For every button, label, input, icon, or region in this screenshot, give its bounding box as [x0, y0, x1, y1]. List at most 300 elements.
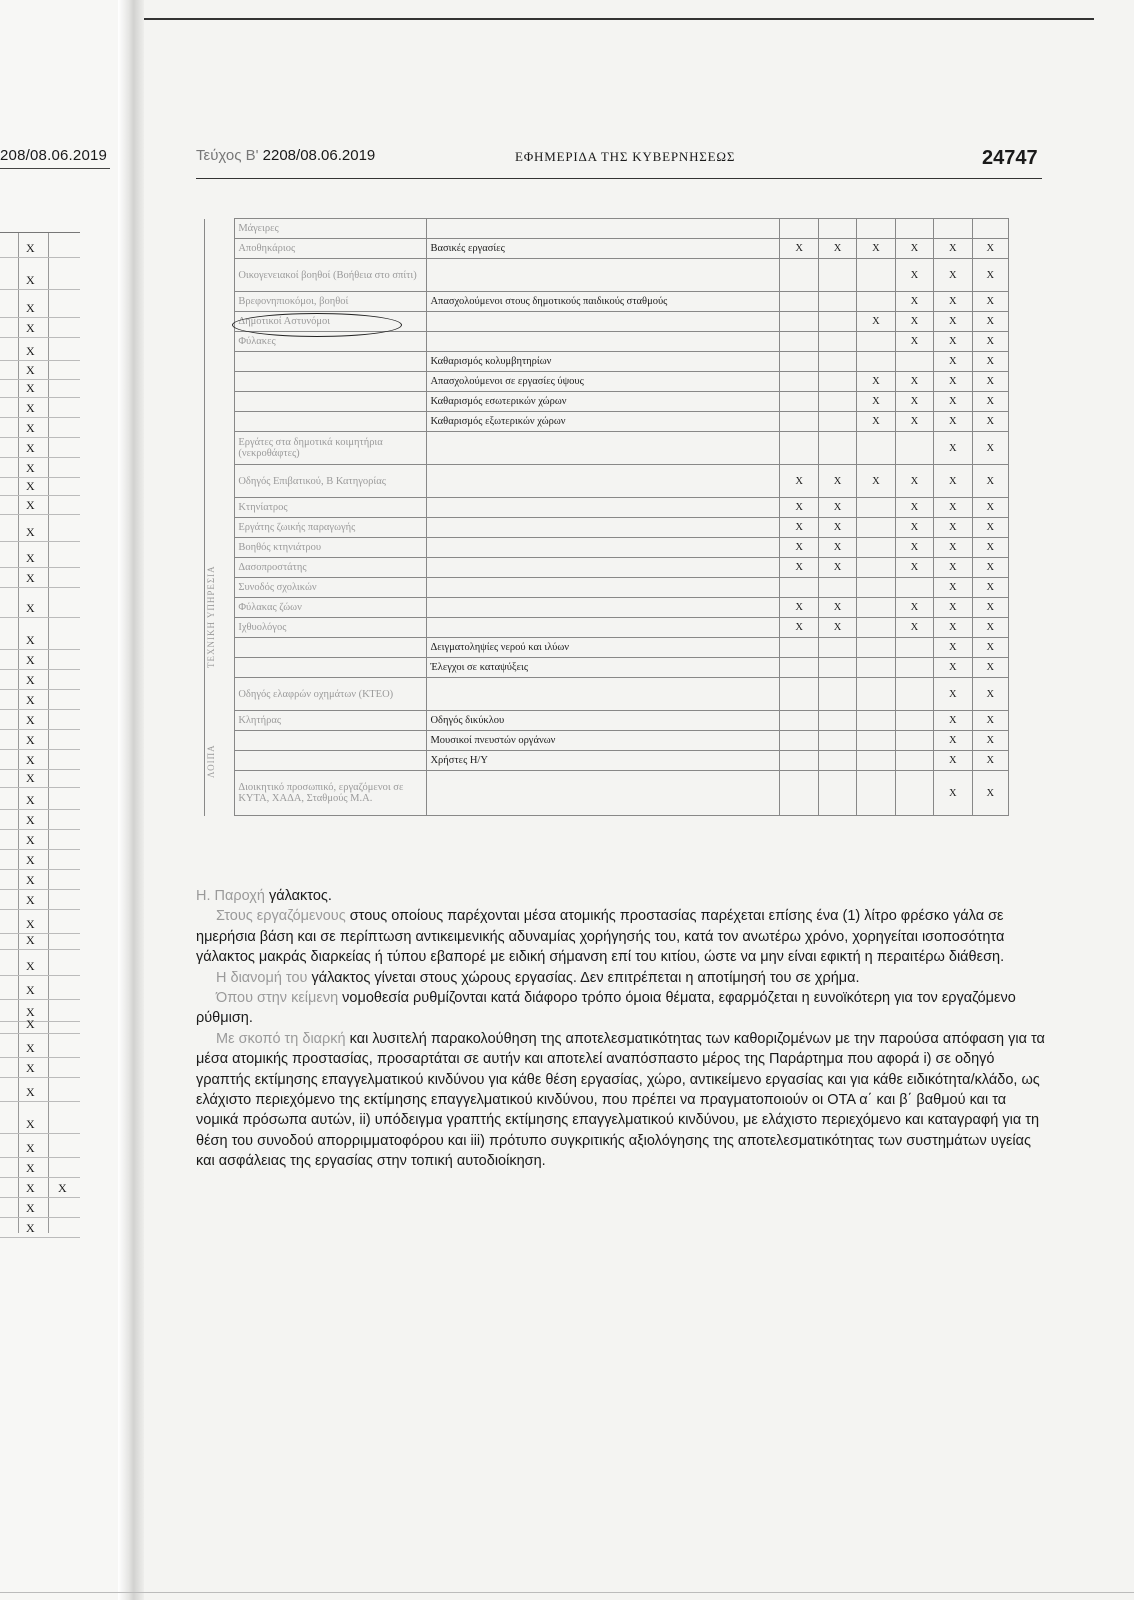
mark-cell: X: [818, 618, 856, 638]
mark-cell: X: [934, 392, 972, 412]
mark-cell: [895, 678, 933, 711]
task-cell: [427, 538, 780, 558]
issue-header: [196, 147, 375, 164]
task-cell: Έλεγχοι σε καταψύξεις: [427, 658, 780, 678]
previous-page-mark: X: [26, 933, 35, 947]
previous-page-mark: X: [26, 381, 35, 395]
previous-page-row-line: [0, 689, 80, 690]
mark-cell: [857, 259, 895, 292]
previous-page-row-line: [0, 457, 80, 458]
previous-page-row-line: [0, 317, 80, 318]
table-row: [205, 372, 1009, 392]
mark-cell: X: [972, 332, 1008, 352]
table-row: [205, 518, 1009, 538]
previous-page-mark: X: [26, 793, 35, 807]
previous-page-mark: X: [26, 321, 35, 335]
mark-cell: [895, 658, 933, 678]
mark-cell: X: [934, 711, 972, 731]
mark-cell: X: [818, 518, 856, 538]
previous-page-row-line: [0, 495, 80, 496]
previous-page-mark: X: [26, 301, 35, 315]
previous-page-mark: X: [26, 853, 35, 867]
mark-cell: X: [972, 771, 1008, 816]
category-cell: Αποθηκάριος: [235, 239, 427, 259]
mark-cell: X: [895, 465, 933, 498]
group-cell: [205, 312, 235, 332]
mark-cell: [780, 638, 818, 658]
mark-cell: X: [972, 312, 1008, 332]
mark-cell: X: [934, 751, 972, 771]
mark-cell: [780, 392, 818, 412]
mark-cell: X: [934, 658, 972, 678]
previous-page-mark: X: [26, 693, 35, 707]
previous-page-row-line: [0, 787, 80, 788]
previous-page-header-rule: [0, 168, 110, 169]
group-cell: [205, 412, 235, 432]
table-row: [205, 731, 1009, 751]
mark-cell: X: [934, 578, 972, 598]
mark-cell: X: [780, 239, 818, 259]
mark-cell: [857, 538, 895, 558]
mark-cell: X: [818, 598, 856, 618]
table-row: [205, 259, 1009, 292]
mark-cell: X: [895, 558, 933, 578]
issue-prefix: Τεύχος Β': [196, 147, 259, 164]
task-cell: Καθαρισμός κολυμβητηρίων: [427, 352, 780, 372]
previous-page-row-line: [0, 379, 80, 380]
previous-page-mark: X: [26, 1061, 35, 1075]
previous-page-row-line: [0, 587, 80, 588]
mark-cell: X: [780, 465, 818, 498]
mark-cell: [818, 259, 856, 292]
mark-cell: X: [818, 538, 856, 558]
mark-cell: X: [857, 412, 895, 432]
previous-page-mark: X: [26, 363, 35, 377]
previous-page-row-line: [0, 1021, 80, 1022]
mark-cell: X: [895, 372, 933, 392]
mark-cell: X: [972, 638, 1008, 658]
category-cell: Εργάτες στα δημοτικά κοιμητήρια (νεκροθάφτες): [235, 432, 427, 465]
mark-cell: [857, 558, 895, 578]
previous-page-mark: X: [26, 344, 35, 358]
mark-cell: [818, 352, 856, 372]
task-cell: Καθαρισμός εσωτερικών χώρων: [427, 392, 780, 412]
mark-cell: [857, 658, 895, 678]
table-row: [205, 711, 1009, 731]
previous-page-row-line: [0, 1237, 80, 1238]
mark-cell: X: [895, 292, 933, 312]
mark-cell: [857, 332, 895, 352]
previous-page-row-line: [0, 397, 80, 398]
previous-page-mark: X: [26, 959, 35, 973]
previous-page-mark: X: [26, 1117, 35, 1131]
mark-cell: [780, 711, 818, 731]
task-cell: [427, 259, 780, 292]
previous-page-mark: X: [26, 1181, 35, 1195]
table-row: [205, 578, 1009, 598]
category-cell: Κτηνίατρος: [235, 498, 427, 518]
previous-page-row-line: [0, 417, 80, 418]
mark-cell: X: [934, 259, 972, 292]
category-cell: Κλητήρας: [235, 711, 427, 731]
mark-cell: [780, 312, 818, 332]
mark-cell: [818, 412, 856, 432]
mark-cell: X: [857, 392, 895, 412]
mark-cell: X: [934, 498, 972, 518]
previous-page-mark: X: [26, 498, 35, 512]
previous-page-mark: X: [26, 241, 35, 255]
previous-page-row-line: [0, 437, 80, 438]
category-cell: Φύλακες: [235, 332, 427, 352]
previous-page-table: [0, 232, 80, 1233]
mark-cell: [895, 711, 933, 731]
previous-page-row-line: [0, 567, 80, 568]
previous-page-mark: X: [26, 673, 35, 687]
mark-cell: X: [972, 259, 1008, 292]
table-row: [205, 465, 1009, 498]
previous-page-mark: X: [26, 833, 35, 847]
equipment-table: [204, 218, 1009, 816]
mark-cell: [780, 219, 818, 239]
mark-cell: X: [972, 465, 1008, 498]
mark-cell: [818, 658, 856, 678]
table-row: [205, 219, 1009, 239]
mark-cell: [972, 219, 1008, 239]
previous-page-mark: X: [26, 1005, 35, 1019]
paragraph-1: Στους εργαζόμενους στους οποίους παρέχονται μέσα ατομικής προστασίας παρέχεται επίσης ένα (1) λίτρο φρέσκο γάλα σε ημερήσια βάση και σε περίπτωση αντικειμενικής αδυναμίας χορήγησής του, κατά τον ανωτέρω χρόνο, χορηγείται ισοποσότητα γάλακτος μακράς διαρκείας ή τύπου εβαπορέ με ειδική σήμανση επί του κιτίου, ώστε να μην είναι εφικτή η περαιτέρω διάθεση.: [196, 908, 1005, 966]
header-rule: [196, 178, 1042, 179]
table-row: [205, 558, 1009, 578]
mark-cell: X: [780, 618, 818, 638]
mark-cell: X: [857, 312, 895, 332]
group-cell: [205, 432, 235, 465]
mark-cell: X: [934, 352, 972, 372]
mark-cell: [857, 618, 895, 638]
task-cell: [427, 578, 780, 598]
mark-cell: X: [934, 412, 972, 432]
paragraph-4: Με σκοπό τη διαρκή και λυσιτελή παρακολούθηση της αποτελεσματικότητας των καθοριζομένων με την παρούσα απόφαση για τα μέσα ατομικής προστασίας, προσαρτάται σε αυτήν και αποτελεί αναπόσπαστο μέρος της Παράρτημα που αφορά i) σε οδηγό γραπτής εκτίμησης επαγγελματικού κινδύνου για κάθε θέση εργασίας, χώρο, αντικείμενο εργασίας και για κάθε ειδικότητα/κλάδο, ως ελάχιστο περιεχόμενο της εκτίμησης επαγγελματικού κινδύνου, που πρέπει να πραγματοποιούν οι ΟΤΑ α΄ και β΄ βαθμού και τα νομικά πρόσωπα αυτών, ii) υπόδειγμα γραπτής εκτίμησης επαγγελματικού κινδύνου, με ελάχιστο περιεχόμενο και καταγραφή για τη θέση του συνοδού απορριμματοφόρου και iii) πρότυπο συγκριτικής αξιολόγησης της αποτελεσματικότητας των συστημάτων υγείας και ασφάλειας της εργασίας στην τοπική αυτοδιοίκηση.: [196, 1030, 1045, 1170]
previous-page-row-line: [0, 257, 80, 258]
mark-cell: X: [895, 518, 933, 538]
previous-page-mark: X: [26, 983, 35, 997]
mark-cell: [895, 219, 933, 239]
table-row: [205, 598, 1009, 618]
previous-page-row-line: [0, 933, 80, 934]
previous-page-row-line: [0, 1133, 80, 1134]
previous-page-mark: X: [26, 917, 35, 931]
previous-page-header: 208/08.06.2019: [0, 147, 108, 164]
previous-page-mark: X: [26, 753, 35, 767]
table-row: [205, 638, 1009, 658]
previous-page-mark: X: [26, 813, 35, 827]
mark-cell: X: [895, 259, 933, 292]
table-row: [205, 678, 1009, 711]
mark-cell: X: [780, 598, 818, 618]
previous-page-row-line: [0, 1057, 80, 1058]
task-cell: [427, 598, 780, 618]
category-cell: Δασοπροστάτης: [235, 558, 427, 578]
task-cell: Καθαρισμός εξωτερικών χώρων: [427, 412, 780, 432]
mark-cell: X: [934, 771, 972, 816]
previous-page-mark-col2: X: [58, 1181, 67, 1195]
mark-cell: [895, 638, 933, 658]
mark-cell: X: [972, 292, 1008, 312]
previous-page-row-line: [0, 360, 80, 361]
mark-cell: X: [780, 498, 818, 518]
mark-cell: [818, 578, 856, 598]
handwritten-circle-annotation: [232, 313, 402, 337]
mark-cell: [818, 219, 856, 239]
category-cell: Φύλακας ζώων: [235, 598, 427, 618]
mark-cell: [857, 598, 895, 618]
task-cell: Χρήστες Η/Υ: [427, 751, 780, 771]
previous-page-row-line: [0, 514, 80, 515]
mark-cell: X: [895, 538, 933, 558]
mark-cell: X: [934, 598, 972, 618]
task-cell: [427, 558, 780, 578]
category-cell: [235, 412, 427, 432]
mark-cell: X: [780, 518, 818, 538]
previous-page-mark: X: [26, 633, 35, 647]
mark-cell: [818, 751, 856, 771]
mark-cell: X: [895, 239, 933, 259]
mark-cell: X: [934, 292, 972, 312]
category-cell: Διοικητικό προσωπικό, εργαζόμενοι σε ΚΥΤΑ, ΧΑΔΑ, Σταθμούς Μ.Α.: [235, 771, 427, 816]
mark-cell: [780, 771, 818, 816]
group-cell: [205, 332, 235, 352]
page-number: 24747: [982, 147, 1038, 169]
group-cell: [205, 352, 235, 372]
table-row: [205, 498, 1009, 518]
previous-page-row-line: [0, 1033, 80, 1034]
previous-page-mark: X: [26, 421, 35, 435]
mark-cell: X: [780, 538, 818, 558]
mark-cell: [818, 771, 856, 816]
previous-page-mark: X: [26, 601, 35, 615]
mark-cell: [857, 578, 895, 598]
mark-cell: [818, 731, 856, 751]
mark-cell: [818, 312, 856, 332]
paragraph-2: Η διανομή του γάλακτος γίνεται στους χώρους εργασίας. Δεν επιτρέπεται η αποτίμησή του σε χρήμα.: [216, 969, 860, 986]
mark-cell: [780, 259, 818, 292]
previous-page-mark: X: [26, 1085, 35, 1099]
mark-cell: X: [972, 598, 1008, 618]
category-cell: Βρεφονηπιοκόμοι, βοηθοί: [235, 292, 427, 312]
previous-page-mark: X: [26, 733, 35, 747]
mark-cell: [934, 219, 972, 239]
group-cell: [205, 292, 235, 312]
table-row: [205, 239, 1009, 259]
mark-cell: X: [934, 538, 972, 558]
previous-page-mark: X: [26, 441, 35, 455]
mark-cell: [780, 678, 818, 711]
mark-cell: X: [972, 412, 1008, 432]
mark-cell: [780, 658, 818, 678]
mark-cell: X: [895, 498, 933, 518]
previous-page-row-line: [0, 849, 80, 850]
mark-cell: [857, 518, 895, 538]
mark-cell: X: [972, 239, 1008, 259]
task-cell: [427, 498, 780, 518]
previous-page-row-line: [0, 1077, 80, 1078]
mark-cell: X: [934, 558, 972, 578]
mark-cell: [895, 771, 933, 816]
previous-page-row-line: [0, 729, 80, 730]
mark-cell: X: [972, 518, 1008, 538]
previous-page-mark: X: [26, 771, 35, 785]
mark-cell: [857, 352, 895, 372]
task-cell: Οδηγός δικύκλου: [427, 711, 780, 731]
task-cell: [427, 219, 780, 239]
previous-page-mark: X: [26, 525, 35, 539]
book-spine-shadow: [118, 0, 144, 1600]
mark-cell: X: [972, 678, 1008, 711]
table-row: [205, 432, 1009, 465]
mark-cell: [780, 292, 818, 312]
previous-page-row-line: [0, 949, 80, 950]
gazette-title: ΕΦΗΜΕΡΙΔΑ ΤΗΣ ΚΥΒΕΡΝΗΣΕΩΣ: [515, 149, 736, 164]
group-cell: [205, 465, 235, 498]
mark-cell: X: [857, 239, 895, 259]
previous-page-row-line: [0, 477, 80, 478]
previous-page-mark: X: [26, 713, 35, 727]
previous-page-row-line: [0, 617, 80, 618]
mark-cell: X: [934, 731, 972, 751]
task-cell: Δειγματοληψίες νερού και ιλύων: [427, 638, 780, 658]
table-row: [205, 292, 1009, 312]
mark-cell: X: [934, 239, 972, 259]
previous-page-mark: X: [26, 1221, 35, 1235]
mark-cell: X: [972, 751, 1008, 771]
protection-equipment-table: [204, 218, 1009, 830]
previous-page-mark: X: [26, 273, 35, 287]
category-cell: Εργάτης ζωικής παραγωγής: [235, 518, 427, 538]
mark-cell: [818, 332, 856, 352]
previous-page-mark: X: [26, 653, 35, 667]
task-cell: [427, 518, 780, 538]
category-cell: Οικογενειακοί βοηθοί (Βοήθεια στο σπίτι): [235, 259, 427, 292]
mark-cell: X: [934, 618, 972, 638]
previous-page-row-line: [0, 541, 80, 542]
section-title: Η. Παροχή γάλακτος.: [196, 888, 332, 904]
category-cell: [235, 658, 427, 678]
mark-cell: [857, 771, 895, 816]
category-cell: [235, 372, 427, 392]
mark-cell: X: [972, 658, 1008, 678]
previous-page-mark: X: [26, 479, 35, 493]
mark-cell: X: [972, 432, 1008, 465]
mark-cell: [895, 352, 933, 372]
mark-cell: X: [895, 332, 933, 352]
group-cell: [205, 678, 235, 711]
mark-cell: X: [972, 558, 1008, 578]
mark-cell: [818, 372, 856, 392]
mark-cell: [895, 751, 933, 771]
mark-cell: [857, 751, 895, 771]
table-row: [205, 352, 1009, 372]
mark-cell: X: [972, 578, 1008, 598]
previous-page-row-line: [0, 809, 80, 810]
category-cell: Ιχθυολόγος: [235, 618, 427, 638]
mark-cell: X: [934, 312, 972, 332]
mark-cell: X: [972, 538, 1008, 558]
previous-page-row-line: [0, 1157, 80, 1158]
table-row: [205, 618, 1009, 638]
previous-page-row-line: [0, 769, 80, 770]
mark-cell: X: [972, 392, 1008, 412]
mark-cell: [780, 332, 818, 352]
mark-cell: X: [972, 731, 1008, 751]
mark-cell: X: [934, 372, 972, 392]
mark-cell: [857, 292, 895, 312]
task-cell: [427, 771, 780, 816]
mark-cell: [780, 578, 818, 598]
mark-cell: X: [934, 432, 972, 465]
previous-page-mark: X: [26, 1201, 35, 1215]
mark-cell: X: [934, 518, 972, 538]
group-cell: [205, 239, 235, 259]
task-cell: Απασχολούμενοι στους δημοτικούς παιδικούς σταθμούς: [427, 292, 780, 312]
mark-cell: X: [818, 465, 856, 498]
category-cell: Οδηγός Επιβατικού, Β Κατηγορίας: [235, 465, 427, 498]
task-cell: Απασχολούμενοι σε εργασίες ύψους: [427, 372, 780, 392]
category-cell: Συνοδός σχολικών: [235, 578, 427, 598]
mark-cell: [857, 219, 895, 239]
mark-cell: X: [895, 312, 933, 332]
mark-cell: [857, 711, 895, 731]
group-cell: [205, 392, 235, 412]
bottom-rule: [0, 1592, 1134, 1593]
mark-cell: [780, 352, 818, 372]
task-cell: [427, 312, 780, 332]
category-cell: [235, 392, 427, 412]
previous-page-mark: X: [26, 873, 35, 887]
category-cell: Βοηθός κτηνιάτρου: [235, 538, 427, 558]
mark-cell: X: [895, 598, 933, 618]
task-cell: Βασικές εργασίες: [427, 239, 780, 259]
previous-page-row-line: [0, 999, 80, 1000]
mark-cell: X: [818, 239, 856, 259]
previous-page-row-line: [0, 649, 80, 650]
category-cell: Μάγειρες: [235, 219, 427, 239]
mark-cell: [857, 731, 895, 751]
group-cell: [205, 372, 235, 392]
previous-page-row-line: [0, 289, 80, 290]
group-cell: [205, 259, 235, 292]
previous-page-mark: X: [26, 1017, 35, 1031]
group-label-other: ΛΟΙΠΑ: [206, 744, 216, 778]
table-row: [205, 658, 1009, 678]
mark-cell: [818, 292, 856, 312]
mark-cell: X: [857, 372, 895, 392]
mark-cell: [818, 678, 856, 711]
issue-number: 2208/08.06.2019: [262, 147, 376, 164]
task-cell: [427, 332, 780, 352]
previous-page-mark: X: [26, 1161, 35, 1175]
task-cell: [427, 432, 780, 465]
mark-cell: X: [818, 498, 856, 518]
mark-cell: X: [895, 392, 933, 412]
mark-cell: X: [895, 412, 933, 432]
task-cell: [427, 465, 780, 498]
previous-page-row-line: [0, 669, 80, 670]
previous-page-row-line: [0, 749, 80, 750]
mark-cell: X: [934, 465, 972, 498]
previous-page-row-line: [0, 337, 80, 338]
category-cell: Δημοτικοί Αστυνόμοι: [235, 312, 427, 332]
mark-cell: [857, 678, 895, 711]
mark-cell: [780, 731, 818, 751]
